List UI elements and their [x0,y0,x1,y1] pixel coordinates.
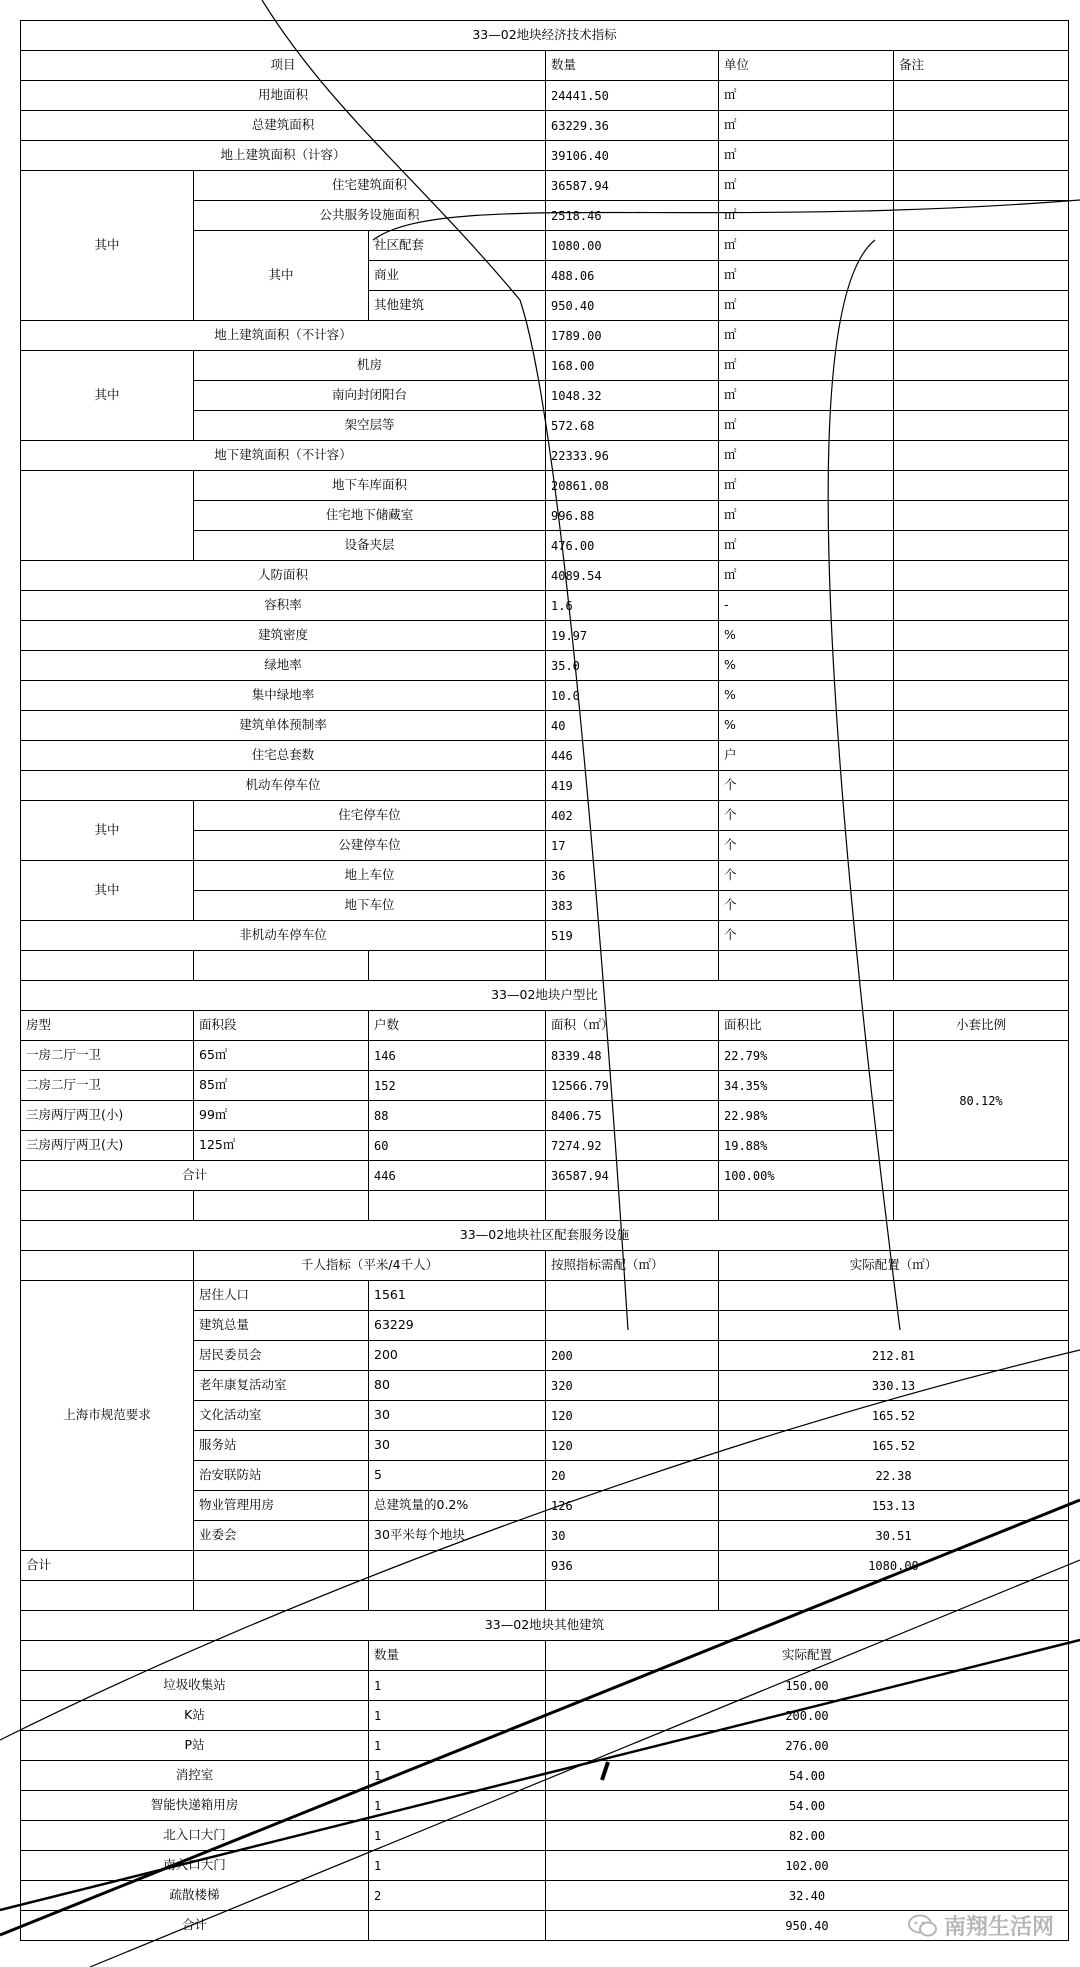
facility-required [545,1280,719,1311]
quantity-value: 419 [545,770,719,801]
quantity-value: 1789.00 [545,320,719,351]
row-label: 架空层等 [193,410,546,441]
quantity-value: 950.40 [545,290,719,321]
table-cell: 8406.75 [545,1100,719,1131]
table-title: 33—02地块经济技术指标 [20,20,1069,51]
quantity-value: 22333.96 [545,440,719,471]
facility-actual: 330.13 [718,1370,1069,1401]
row-label: 住宅总套数 [20,740,546,771]
quantity-value: 17 [545,830,719,861]
table-cell: 65㎡ [193,1040,369,1071]
column-header: 备注 [893,50,1069,81]
facility-required [545,1310,719,1341]
facility-indicator: 63229 [368,1310,546,1341]
facility-actual: 30.51 [718,1520,1069,1551]
row-label: 地上车位 [193,860,546,891]
table-cell: 152 [368,1070,546,1101]
table-title: 33—02地块其他建筑 [20,1610,1069,1641]
group-label: 其中 [20,860,194,921]
building-area: 950.40 [545,1910,1069,1941]
column-header: 千人指标（平米/4千人） [193,1250,546,1281]
quantity-value: 63229.36 [545,110,719,141]
building-count [368,1910,546,1941]
row-label: 非机动车停车位 [20,920,546,951]
column-header: 数量 [368,1640,546,1671]
quantity-value: 19.97 [545,620,719,651]
building-area: 32.40 [545,1880,1069,1911]
column-header: 面积段 [193,1010,369,1041]
facility-actual: 153.13 [718,1490,1069,1521]
facility-indicator: 总建筑量的0.2% [368,1490,546,1521]
empty-cell [718,950,894,981]
total-value: 100.00% [718,1160,894,1191]
facility-required: 120 [545,1400,719,1431]
remark-cell [893,830,1069,861]
unit-value: ㎡ [718,350,894,381]
row-label: 地下建筑面积（不计容） [20,440,546,471]
table-cell: 一房二厅一卫 [20,1040,194,1071]
unit-value: ㎡ [718,380,894,411]
remark-cell [893,440,1069,471]
remark-cell [893,110,1069,141]
unit-value: ㎡ [718,230,894,261]
unit-value: 个 [718,890,894,921]
remark-cell [893,860,1069,891]
row-label: 地下车库面积 [193,470,546,501]
facility-name: 居住人口 [193,1280,369,1311]
facility-actual: 212.81 [718,1340,1069,1371]
watermark-text: 南翔生活网 [943,1915,1054,1940]
quantity-value: 1.6 [545,590,719,621]
remark-cell [893,200,1069,231]
empty-cell [193,1550,369,1581]
empty-cell [20,1580,194,1611]
small-unit-ratio: 80.12% [893,1040,1069,1161]
remark-cell [893,740,1069,771]
table-cell: 60 [368,1130,546,1161]
unit-value: 户 [718,740,894,771]
row-label: 容积率 [20,590,546,621]
building-count: 1 [368,1820,546,1851]
building-name: 智能快递箱用房 [20,1790,369,1821]
remark-cell [893,710,1069,741]
row-label: 住宅地下储藏室 [193,500,546,531]
remark-cell [893,770,1069,801]
building-area: 276.00 [545,1730,1069,1761]
quantity-value: 1048.32 [545,380,719,411]
row-label: 设备夹层 [193,530,546,561]
quantity-value: 402 [545,800,719,831]
unit-value: 个 [718,830,894,861]
table-cell: 22.98% [718,1100,894,1131]
facility-name: 老年康复活动室 [193,1370,369,1401]
building-area: 82.00 [545,1820,1069,1851]
table-cell: 125㎡ [193,1130,369,1161]
row-label: 人防面积 [20,560,546,591]
building-name: 消控室 [20,1760,369,1791]
row-label: 总建筑面积 [20,110,546,141]
empty-cell [893,950,1069,981]
empty-cell [193,950,369,981]
empty-cell [193,1580,369,1611]
facility-actual [718,1310,1069,1341]
group-label: 其中 [20,800,194,861]
quantity-value: 2518.46 [545,200,719,231]
column-header: 按照指标需配（㎡） [545,1250,719,1281]
facility-name: 业委会 [193,1520,369,1551]
quantity-value: 40 [545,710,719,741]
facility-required: 320 [545,1370,719,1401]
building-count: 1 [368,1790,546,1821]
facility-name: 服务站 [193,1430,369,1461]
remark-cell [893,620,1069,651]
remark-cell [893,530,1069,561]
building-name: K站 [20,1700,369,1731]
table-cell: 99㎡ [193,1100,369,1131]
unit-value: ㎡ [718,80,894,111]
facility-indicator: 80 [368,1370,546,1401]
remark-cell [893,320,1069,351]
building-area: 150.00 [545,1670,1069,1701]
facility-indicator: 200 [368,1340,546,1371]
column-header: 单位 [718,50,894,81]
quantity-value: 488.06 [545,260,719,291]
row-label: 机动车停车位 [20,770,546,801]
group-label: 其中 [20,350,194,441]
empty-cell [368,1190,546,1221]
facility-name: 文化活动室 [193,1400,369,1431]
empty-cell [20,1640,369,1671]
total-value: 36587.94 [545,1160,719,1191]
unit-value: 个 [718,920,894,951]
row-label: 公共服务设施面积 [193,200,546,231]
remark-cell [893,560,1069,591]
building-count: 1 [368,1730,546,1761]
unit-value: 个 [718,800,894,831]
unit-value: ㎡ [718,200,894,231]
facility-actual: 22.38 [718,1460,1069,1491]
building-name: 疏散楼梯 [20,1880,369,1911]
building-area: 54.00 [545,1790,1069,1821]
table-cell: 34.35% [718,1070,894,1101]
row-label: 机房 [193,350,546,381]
quantity-value: 10.0 [545,680,719,711]
building-count: 1 [368,1670,546,1701]
column-header: 面积（㎡） [545,1010,719,1041]
empty-cell [893,1190,1069,1221]
quantity-value: 39106.40 [545,140,719,171]
quantity-value: 446 [545,740,719,771]
quantity-value: 383 [545,890,719,921]
quantity-value: 4089.54 [545,560,719,591]
group-label: 其中 [20,170,194,321]
facility-indicator: 30 [368,1430,546,1461]
empty-cell [20,950,194,981]
row-label: 建筑密度 [20,620,546,651]
table-cell: 三房两厅两卫(小) [20,1100,194,1131]
empty-cell [545,950,719,981]
quantity-value: 36 [545,860,719,891]
quantity-value: 996.88 [545,500,719,531]
remark-cell [893,500,1069,531]
group-label: 其中 [193,230,369,321]
facility-indicator: 30平米每个地块 [368,1520,546,1551]
building-count: 1 [368,1760,546,1791]
building-count: 1 [368,1700,546,1731]
table-cell: 88 [368,1100,546,1131]
unit-value: ㎡ [718,170,894,201]
column-header: 户数 [368,1010,546,1041]
unit-value: 个 [718,770,894,801]
row-label: 其他建筑 [368,290,546,321]
facility-required: 20 [545,1460,719,1491]
facility-required: 30 [545,1520,719,1551]
watermark [908,1910,1054,1941]
group-label [20,470,194,561]
unit-value: % [718,680,894,711]
empty-cell [718,1190,894,1221]
empty-cell [193,1190,369,1221]
quantity-value: 476.00 [545,530,719,561]
empty-cell [20,1250,194,1281]
row-label: 商业 [368,260,546,291]
empty-cell [718,1580,1069,1611]
row-label: 地下车位 [193,890,546,921]
total-label: 合计 [20,1550,194,1581]
row-label: 地上建筑面积（计容） [20,140,546,171]
remark-cell [893,800,1069,831]
unit-value: 个 [718,860,894,891]
facility-name: 建筑总量 [193,1310,369,1341]
remark-cell [893,290,1069,321]
table-cell: 85㎡ [193,1070,369,1101]
building-count: 2 [368,1880,546,1911]
row-label: 绿地率 [20,650,546,681]
empty-cell [368,1580,546,1611]
facility-indicator: 5 [368,1460,546,1491]
unit-value: ㎡ [718,140,894,171]
row-label: 地上建筑面积（不计容） [20,320,546,351]
building-area: 200.00 [545,1700,1069,1731]
remark-cell [893,350,1069,381]
row-label: 集中绿地率 [20,680,546,711]
row-label: 建筑单体预制率 [20,710,546,741]
column-header: 小套比例 [893,1010,1069,1041]
wechat-icon [908,1914,938,1938]
total-label: 合计 [20,1160,369,1191]
table-title: 33—02地块社区配套服务设施 [20,1220,1069,1251]
empty-cell [545,1580,719,1611]
remark-cell [893,650,1069,681]
empty-cell [545,1190,719,1221]
unit-value: ㎡ [718,410,894,441]
empty-cell [20,1190,194,1221]
building-name: 垃圾收集站 [20,1670,369,1701]
facility-indicator: 1561 [368,1280,546,1311]
remark-cell [893,230,1069,261]
remark-cell [893,170,1069,201]
unit-value: % [718,710,894,741]
building-area: 54.00 [545,1760,1069,1791]
column-header: 房型 [20,1010,194,1041]
table-title: 33—02地块户型比 [20,980,1069,1011]
row-label: 用地面积 [20,80,546,111]
unit-value: ㎡ [718,500,894,531]
empty-cell [368,950,546,981]
table-cell: 22.79% [718,1040,894,1071]
remark-cell [893,140,1069,171]
unit-value: ㎡ [718,530,894,561]
unit-value: % [718,620,894,651]
table-cell: 12566.79 [545,1070,719,1101]
empty-cell [893,1160,1069,1191]
unit-value: ㎡ [718,560,894,591]
facility-name: 物业管理用房 [193,1490,369,1521]
facility-actual [718,1280,1069,1311]
group-label: 上海市规范要求 [20,1280,194,1551]
empty-cell [368,1550,546,1581]
total-value: 1080.00 [718,1550,1069,1581]
row-label: 住宅停车位 [193,800,546,831]
remark-cell [893,920,1069,951]
table-cell: 三房两厅两卫(大) [20,1130,194,1161]
table-cell: 二房二厅一卫 [20,1070,194,1101]
unit-value: ㎡ [718,470,894,501]
unit-value: ㎡ [718,260,894,291]
building-area: 102.00 [545,1850,1069,1881]
building-name: P站 [20,1730,369,1761]
quantity-value: 1080.00 [545,230,719,261]
quantity-value: 36587.94 [545,170,719,201]
facility-indicator: 30 [368,1400,546,1431]
building-name: 北入口大门 [20,1820,369,1851]
row-label: 公建停车位 [193,830,546,861]
table-cell: 19.88% [718,1130,894,1161]
total-value: 446 [368,1160,546,1191]
building-name: 合计 [20,1910,369,1941]
remark-cell [893,80,1069,111]
remark-cell [893,590,1069,621]
row-label: 社区配套 [368,230,546,261]
remark-cell [893,680,1069,711]
building-name: 南入口大门 [20,1850,369,1881]
remark-cell [893,380,1069,411]
building-count: 1 [368,1850,546,1881]
facility-required: 126 [545,1490,719,1521]
quantity-value: 35.0 [545,650,719,681]
facility-name: 居民委员会 [193,1340,369,1371]
unit-value: ㎡ [718,440,894,471]
table-cell: 8339.48 [545,1040,719,1071]
remark-cell [893,890,1069,921]
unit-value: % [718,650,894,681]
quantity-value: 168.00 [545,350,719,381]
quantity-value: 519 [545,920,719,951]
table-cell: 146 [368,1040,546,1071]
total-value: 936 [545,1550,719,1581]
row-label: 住宅建筑面积 [193,170,546,201]
column-header: 实际配置（㎡） [718,1250,1069,1281]
column-header: 数量 [545,50,719,81]
remark-cell [893,470,1069,501]
row-label: 南向封闭阳台 [193,380,546,411]
unit-value: ㎡ [718,320,894,351]
facility-name: 治安联防站 [193,1460,369,1491]
facility-actual: 165.52 [718,1400,1069,1431]
facility-actual: 165.52 [718,1430,1069,1461]
facility-required: 120 [545,1430,719,1461]
quantity-value: 20861.08 [545,470,719,501]
unit-value: - [718,590,894,621]
remark-cell [893,260,1069,291]
column-header: 项目 [20,50,546,81]
table-cell: 7274.92 [545,1130,719,1161]
unit-value: ㎡ [718,290,894,321]
remark-cell [893,410,1069,441]
facility-required: 200 [545,1340,719,1371]
quantity-value: 572.68 [545,410,719,441]
unit-value: ㎡ [718,110,894,141]
quantity-value: 24441.50 [545,80,719,111]
column-header: 面积比 [718,1010,894,1041]
column-header: 实际配置 [545,1640,1069,1671]
